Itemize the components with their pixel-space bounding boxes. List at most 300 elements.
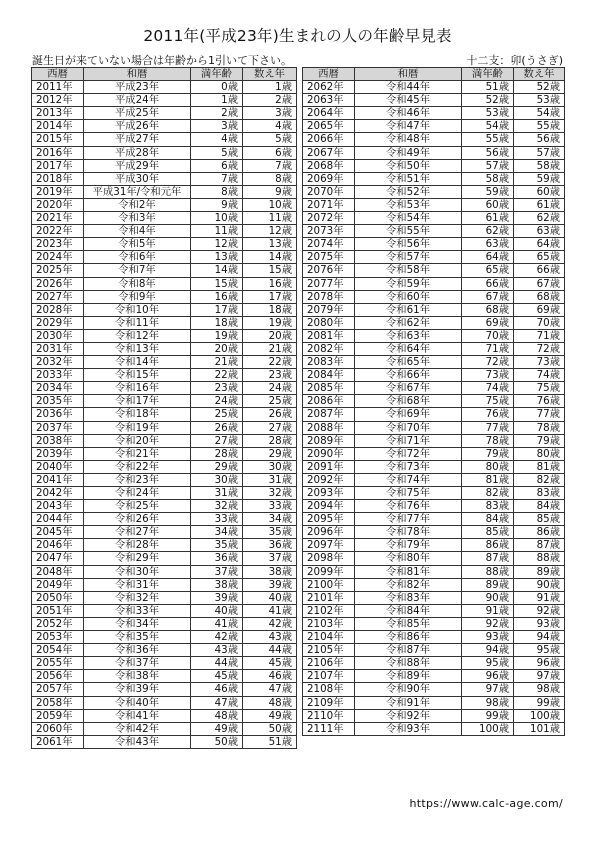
japanese-era-cell: 令和68年 [355,395,462,408]
western-year-cell: 2101年 [303,591,355,604]
japanese-era-cell: 令和15年 [84,369,191,382]
kazoe-age-cell: 15歳 [243,264,297,277]
kazoe-age-cell: 83歳 [514,487,565,500]
kazoe-age-cell: 48歳 [243,696,297,709]
kazoe-age-cell: 6歳 [243,146,297,159]
table-row [303,238,565,251]
western-year-cell: 2108年 [303,683,355,696]
japanese-era-cell: 令和84年 [355,604,462,617]
kazoe-age-cell: 63歳 [514,225,565,238]
japanese-era-cell: 令和16年 [84,382,191,395]
japanese-era-cell: 令和2年 [84,198,191,211]
western-year-cell: 2083年 [303,356,355,369]
japanese-era-cell: 平成27年 [84,133,191,146]
age-table-left [31,67,297,749]
zodiac-label: 十二支：卯(うさぎ) [466,54,563,67]
full-age-cell: 99歳 [462,709,514,722]
full-age-cell: 47歳 [191,696,243,709]
kazoe-age-cell: 33歳 [243,500,297,513]
japanese-era-cell: 令和7年 [84,264,191,277]
japanese-era-cell: 令和14年 [84,356,191,369]
full-age-cell: 26歳 [191,421,243,434]
japanese-era-cell: 令和91年 [355,696,462,709]
kazoe-age-cell: 82歳 [514,473,565,486]
western-year-cell: 2106年 [303,657,355,670]
table-row [32,395,297,408]
full-age-cell: 71歳 [462,342,514,355]
full-age-cell: 29歳 [191,460,243,473]
full-age-cell: 35歳 [191,539,243,552]
full-age-cell: 14歳 [191,264,243,277]
kazoe-age-cell: 85歳 [514,513,565,526]
western-year-cell: 2012年 [32,94,84,107]
western-year-cell: 2011年 [32,81,84,94]
kazoe-age-cell: 10歳 [243,198,297,211]
kazoe-age-cell: 56歳 [514,133,565,146]
western-year-cell: 2044年 [32,513,84,526]
full-age-cell: 89歳 [462,578,514,591]
japanese-era-cell: 令和66年 [355,369,462,382]
table-row [303,94,565,107]
full-age-cell: 48歳 [191,709,243,722]
japanese-era-cell: 令和90年 [355,683,462,696]
full-age-cell: 15歳 [191,277,243,290]
western-year-cell: 2070年 [303,185,355,198]
kazoe-age-cell: 14歳 [243,251,297,264]
table-row [32,578,297,591]
kazoe-age-cell: 59歳 [514,172,565,185]
japanese-era-cell: 令和33年 [84,604,191,617]
japanese-era-cell: 令和17年 [84,395,191,408]
western-year-cell: 2085年 [303,382,355,395]
western-year-cell: 2039年 [32,447,84,460]
kazoe-age-cell: 75歳 [514,382,565,395]
western-year-cell: 2029年 [32,316,84,329]
table-row [303,434,565,447]
kazoe-age-cell: 61歳 [514,198,565,211]
japanese-era-cell: 令和32年 [84,591,191,604]
table-header-row [303,68,565,81]
table-row [32,185,297,198]
table-row [32,198,297,211]
kazoe-age-cell: 52歳 [514,81,565,94]
full-age-cell: 54歳 [462,120,514,133]
table-row [303,251,565,264]
kazoe-age-cell: 35歳 [243,526,297,539]
western-year-cell: 2076年 [303,264,355,277]
full-age-cell: 52歳 [462,94,514,107]
western-year-cell: 2069年 [303,172,355,185]
western-year-cell: 2080年 [303,316,355,329]
japanese-era-cell: 令和20年 [84,434,191,447]
full-age-cell: 22歳 [191,369,243,382]
table-row [32,591,297,604]
table-row [32,552,297,565]
full-age-cell: 13歳 [191,251,243,264]
western-year-cell: 2059年 [32,709,84,722]
full-age-cell: 2歳 [191,107,243,120]
western-year-cell: 2015年 [32,133,84,146]
japanese-era-cell: 令和85年 [355,617,462,630]
western-year-cell: 2089年 [303,434,355,447]
japanese-era-cell: 令和38年 [84,670,191,683]
full-age-cell: 92歳 [462,617,514,630]
kazoe-age-cell: 57歳 [514,146,565,159]
table-row [32,342,297,355]
full-age-cell: 62歳 [462,225,514,238]
table-row [32,133,297,146]
table-row [303,198,565,211]
japanese-era-cell: 令和24年 [84,487,191,500]
full-age-cell: 34歳 [191,526,243,539]
table-row [303,500,565,513]
full-age-cell: 81歳 [462,473,514,486]
japanese-era-cell: 令和35年 [84,631,191,644]
table-row [32,565,297,578]
table-row [32,487,297,500]
western-year-cell: 2040年 [32,460,84,473]
table-row [303,382,565,395]
western-year-cell: 2033年 [32,369,84,382]
japanese-era-cell: 令和18年 [84,408,191,421]
table-row [303,513,565,526]
table-row [32,722,297,735]
kazoe-age-cell: 19歳 [243,316,297,329]
western-year-cell: 2036年 [32,408,84,421]
western-year-cell: 2096年 [303,526,355,539]
full-age-cell: 85歳 [462,526,514,539]
full-age-cell: 36歳 [191,552,243,565]
western-year-cell: 2023年 [32,238,84,251]
japanese-era-cell: 令和77年 [355,513,462,526]
full-age-cell: 75歳 [462,395,514,408]
japanese-era-cell: 令和13年 [84,342,191,355]
western-year-cell: 2060年 [32,722,84,735]
japanese-era-cell: 令和53年 [355,198,462,211]
table-row [32,513,297,526]
full-age-cell: 55歳 [462,133,514,146]
japanese-era-cell: 令和69年 [355,408,462,421]
age-table-left-body [32,81,297,749]
kazoe-age-cell: 45歳 [243,657,297,670]
japanese-era-cell: 令和75年 [355,487,462,500]
full-age-cell: 86歳 [462,539,514,552]
western-year-cell: 2082年 [303,342,355,355]
kazoe-age-cell: 84歳 [514,500,565,513]
full-age-cell: 5歳 [191,146,243,159]
full-age-cell: 41歳 [191,617,243,630]
full-age-cell: 46歳 [191,683,243,696]
kazoe-age-cell: 55歳 [514,120,565,133]
kazoe-age-cell: 60歳 [514,185,565,198]
full-age-cell: 80歳 [462,460,514,473]
full-age-cell: 27歳 [191,434,243,447]
table-row [32,356,297,369]
western-year-cell: 2056年 [32,670,84,683]
western-year-cell: 2013年 [32,107,84,120]
japanese-era-cell: 令和57年 [355,251,462,264]
full-age-cell: 82歳 [462,487,514,500]
western-year-cell: 2053年 [32,631,84,644]
japanese-era-cell: 令和12年 [84,329,191,342]
full-age-cell: 65歳 [462,264,514,277]
japanese-era-cell: 令和67年 [355,382,462,395]
western-year-cell: 2074年 [303,238,355,251]
kazoe-age-cell: 70歳 [514,316,565,329]
japanese-era-cell: 令和80年 [355,552,462,565]
japanese-era-cell: 令和39年 [84,683,191,696]
kazoe-age-cell: 12歳 [243,225,297,238]
table-row [303,617,565,630]
table-row [303,447,565,460]
table-row [32,316,297,329]
table-row [32,159,297,172]
kazoe-age-cell: 7歳 [243,159,297,172]
japanese-era-cell: 令和58年 [355,264,462,277]
table-row [32,369,297,382]
japanese-era-cell: 平成28年 [84,146,191,159]
table-row [32,107,297,120]
table-row [32,460,297,473]
table-row [303,290,565,303]
japanese-era-cell: 令和4年 [84,225,191,238]
kazoe-age-cell: 94歳 [514,631,565,644]
western-year-cell: 2109年 [303,696,355,709]
full-age-cell: 61歳 [462,212,514,225]
table-row [303,683,565,696]
japanese-era-cell: 令和86年 [355,631,462,644]
kazoe-age-cell: 77歳 [514,408,565,421]
kazoe-age-cell: 20歳 [243,329,297,342]
japanese-era-cell: 令和27年 [84,526,191,539]
japanese-era-cell: 令和51年 [355,172,462,185]
full-age-cell: 95歳 [462,657,514,670]
table-row [303,316,565,329]
table-row [303,539,565,552]
kazoe-age-cell: 81歳 [514,460,565,473]
japanese-era-cell: 令和37年 [84,657,191,670]
full-age-cell: 10歳 [191,212,243,225]
table-row [303,644,565,657]
western-year-cell: 2048年 [32,565,84,578]
western-year-cell: 2081年 [303,329,355,342]
japanese-era-cell: 令和89年 [355,670,462,683]
western-year-cell: 2030年 [32,329,84,342]
full-age-cell: 4歳 [191,133,243,146]
kazoe-age-cell: 100歳 [514,709,565,722]
japanese-era-cell: 令和29年 [84,552,191,565]
kazoe-age-cell: 27歳 [243,421,297,434]
western-year-cell: 2022年 [32,225,84,238]
kazoe-age-cell: 28歳 [243,434,297,447]
japanese-era-cell: 令和50年 [355,159,462,172]
table-row [32,539,297,552]
kazoe-age-cell: 73歳 [514,356,565,369]
header-kazoe-age: 数え年 [243,68,297,81]
western-year-cell: 2027年 [32,290,84,303]
kazoe-age-cell: 22歳 [243,356,297,369]
kazoe-age-cell: 86歳 [514,526,565,539]
table-row [303,342,565,355]
birthday-note: 誕生日が来ていない場合は年齢から1引いて下さい。 [32,54,292,67]
kazoe-age-cell: 46歳 [243,670,297,683]
table-row [303,670,565,683]
full-age-cell: 31歳 [191,487,243,500]
kazoe-age-cell: 74歳 [514,369,565,382]
full-age-cell: 67歳 [462,290,514,303]
table-row [32,473,297,486]
table-row [303,356,565,369]
western-year-cell: 2045年 [32,526,84,539]
table-row [32,382,297,395]
table-row [303,159,565,172]
table-row [32,735,297,748]
japanese-era-cell: 令和60年 [355,290,462,303]
japanese-era-cell: 令和40年 [84,696,191,709]
full-age-cell: 69歳 [462,316,514,329]
full-age-cell: 68歳 [462,303,514,316]
kazoe-age-cell: 30歳 [243,460,297,473]
kazoe-age-cell: 58歳 [514,159,565,172]
kazoe-age-cell: 41歳 [243,604,297,617]
table-row [32,696,297,709]
japanese-era-cell: 平成25年 [84,107,191,120]
table-row [303,696,565,709]
western-year-cell: 2084年 [303,369,355,382]
japanese-era-cell: 令和45年 [355,94,462,107]
full-age-cell: 58歳 [462,172,514,185]
table-row [32,500,297,513]
japanese-era-cell: 令和59年 [355,277,462,290]
japanese-era-cell: 平成26年 [84,120,191,133]
full-age-cell: 76歳 [462,408,514,421]
western-year-cell: 2025年 [32,264,84,277]
full-age-cell: 8歳 [191,185,243,198]
full-age-cell: 43歳 [191,644,243,657]
western-year-cell: 2071年 [303,198,355,211]
kazoe-age-cell: 53歳 [514,94,565,107]
japanese-era-cell: 令和64年 [355,342,462,355]
table-row [32,657,297,670]
kazoe-age-cell: 31歳 [243,473,297,486]
japanese-era-cell: 令和41年 [84,709,191,722]
western-year-cell: 2018年 [32,172,84,185]
western-year-cell: 2065年 [303,120,355,133]
table-row [303,172,565,185]
kazoe-age-cell: 97歳 [514,670,565,683]
japanese-era-cell: 令和36年 [84,644,191,657]
western-year-cell: 2043年 [32,500,84,513]
table-row [32,670,297,683]
western-year-cell: 2028年 [32,303,84,316]
western-year-cell: 2068年 [303,159,355,172]
western-year-cell: 2103年 [303,617,355,630]
full-age-cell: 77歳 [462,421,514,434]
full-age-cell: 56歳 [462,146,514,159]
page-title: 2011年(平成23年)生まれの人の年齢早見表 [143,27,452,45]
western-year-cell: 2095年 [303,513,355,526]
western-year-cell: 2016年 [32,146,84,159]
japanese-era-cell: 平成30年 [84,172,191,185]
western-year-cell: 2093年 [303,487,355,500]
japanese-era-cell: 令和43年 [84,735,191,748]
full-age-cell: 3歳 [191,120,243,133]
full-age-cell: 20歳 [191,342,243,355]
full-age-cell: 63歳 [462,238,514,251]
western-year-cell: 2090年 [303,447,355,460]
full-age-cell: 17歳 [191,303,243,316]
western-year-cell: 2087年 [303,408,355,421]
western-year-cell: 2110年 [303,709,355,722]
full-age-cell: 60歳 [462,198,514,211]
table-row [32,604,297,617]
kazoe-age-cell: 16歳 [243,277,297,290]
kazoe-age-cell: 8歳 [243,172,297,185]
japanese-era-cell: 令和63年 [355,329,462,342]
kazoe-age-cell: 99歳 [514,696,565,709]
header-kazoe-age: 数え年 [514,68,565,81]
western-year-cell: 2021年 [32,212,84,225]
western-year-cell: 2020年 [32,198,84,211]
japanese-era-cell: 令和31年 [84,578,191,591]
japanese-era-cell: 令和5年 [84,238,191,251]
table-row [303,604,565,617]
japanese-era-cell: 令和10年 [84,303,191,316]
table-row [32,526,297,539]
western-year-cell: 2014年 [32,120,84,133]
western-year-cell: 2062年 [303,81,355,94]
kazoe-age-cell: 88歳 [514,552,565,565]
western-year-cell: 2077年 [303,277,355,290]
japanese-era-cell: 令和11年 [84,316,191,329]
japanese-era-cell: 令和83年 [355,591,462,604]
kazoe-age-cell: 5歳 [243,133,297,146]
kazoe-age-cell: 32歳 [243,487,297,500]
kazoe-age-cell: 38歳 [243,565,297,578]
table-row [32,81,297,94]
full-age-cell: 87歳 [462,552,514,565]
western-year-cell: 2067年 [303,146,355,159]
table-row [32,290,297,303]
header-full-age: 満年齢 [191,68,243,81]
japanese-era-cell: 令和19年 [84,421,191,434]
japanese-era-cell: 令和62年 [355,316,462,329]
full-age-cell: 72歳 [462,356,514,369]
table-row [303,408,565,421]
table-row [32,146,297,159]
table-row [303,369,565,382]
kazoe-age-cell: 69歳 [514,303,565,316]
kazoe-age-cell: 11歳 [243,212,297,225]
kazoe-age-cell: 2歳 [243,94,297,107]
japanese-era-cell: 令和55年 [355,225,462,238]
table-row [303,421,565,434]
table-row [32,408,297,421]
japanese-era-cell: 令和48年 [355,133,462,146]
table-row [303,473,565,486]
full-age-cell: 49歳 [191,722,243,735]
full-age-cell: 32歳 [191,500,243,513]
western-year-cell: 2026年 [32,277,84,290]
kazoe-age-cell: 71歳 [514,329,565,342]
kazoe-age-cell: 49歳 [243,709,297,722]
western-year-cell: 2072年 [303,212,355,225]
western-year-cell: 2042年 [32,487,84,500]
header-japanese-era: 和暦 [84,68,191,81]
japanese-era-cell: 令和81年 [355,565,462,578]
japanese-era-cell: 令和23年 [84,473,191,486]
japanese-era-cell: 令和93年 [355,722,462,735]
